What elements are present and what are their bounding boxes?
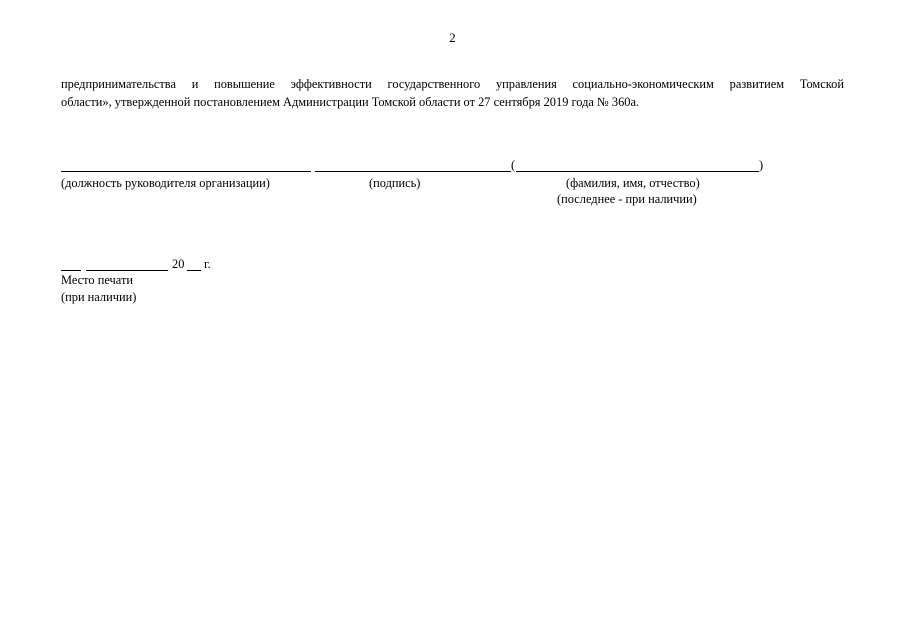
position-caption: (должность руководителя организации)	[61, 176, 270, 190]
body-line-2: области», утвержденной постановлением Администрации Томской области от 27 сентября 2019 года № 360а.	[61, 95, 640, 109]
position-blank-line[interactable]	[61, 157, 311, 172]
signature-lines	[61, 157, 781, 175]
full-name-blank-line[interactable]	[516, 157, 759, 172]
year-suffix: г.	[204, 257, 211, 271]
open-parenthesis: (	[511, 158, 516, 172]
signature-caption: (подпись)	[369, 176, 421, 190]
close-parenthesis: )	[759, 158, 764, 172]
year-prefix: 20	[172, 257, 185, 271]
signature-blank-line[interactable]	[315, 157, 511, 172]
full-name-caption: (фамилия, имя, отчество)	[566, 176, 700, 190]
stamp-label: Место печати	[61, 273, 133, 287]
date-row	[61, 256, 261, 272]
day-blank-line[interactable]	[61, 256, 81, 271]
full-name-note: (последнее - при наличии)	[557, 192, 697, 206]
page-number: 2	[449, 30, 456, 45]
body-line-1: предпринимательства и повышение эффективности государственного управления социально-экономическим развитием Томской	[61, 77, 844, 91]
stamp-note: (при наличии)	[61, 290, 137, 304]
year-blank-line[interactable]	[187, 256, 201, 271]
body-paragraph	[61, 75, 844, 111]
month-blank-line[interactable]	[86, 256, 168, 271]
